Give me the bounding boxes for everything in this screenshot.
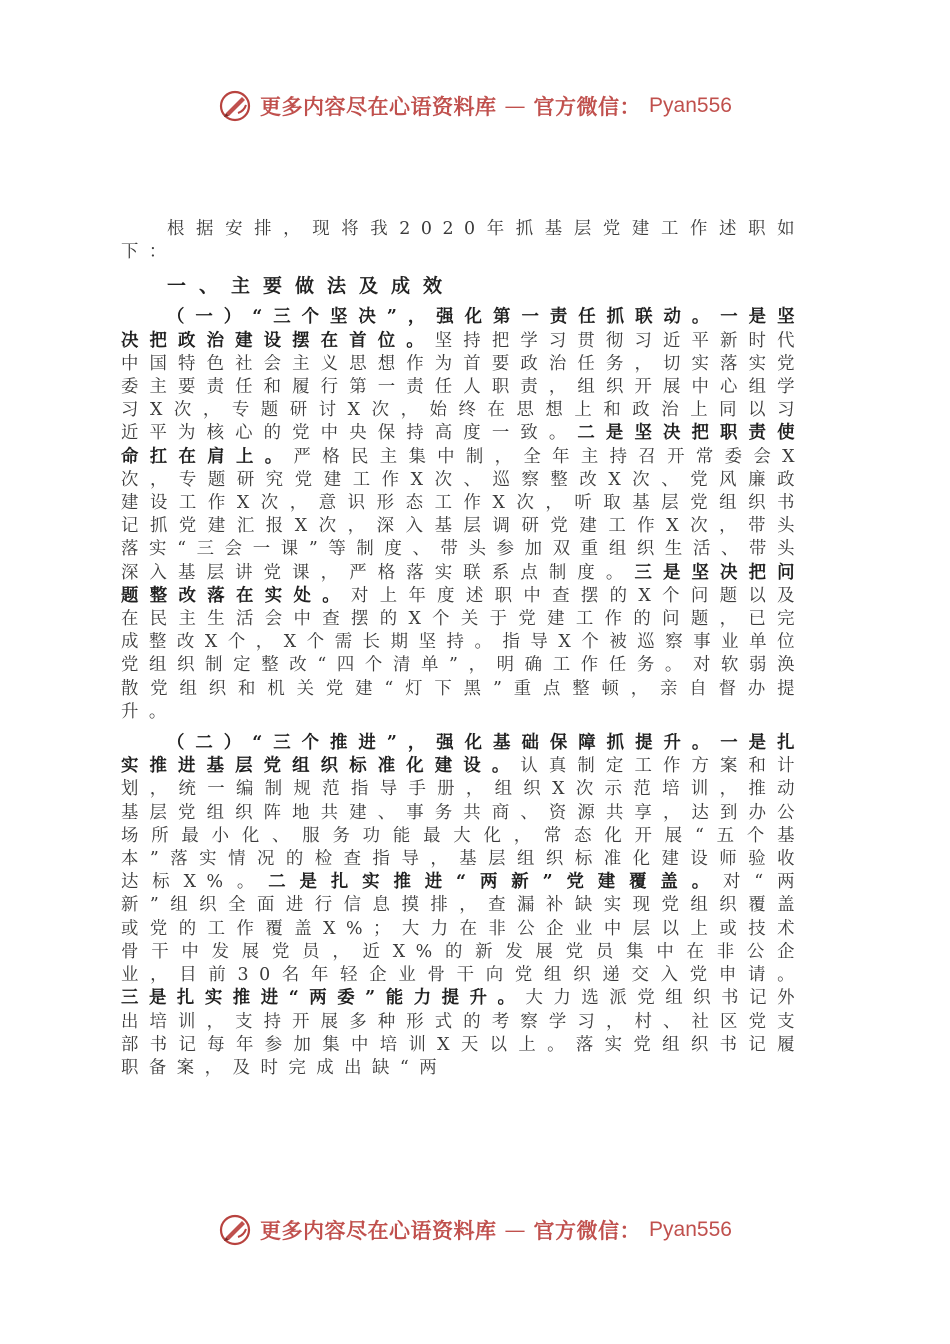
point-3-title: 三是坚决把问题整改落在实处。 bbox=[121, 562, 805, 606]
pen-logo-icon bbox=[218, 89, 252, 123]
watermark-id: Pyan556 bbox=[649, 1218, 732, 1241]
watermark-separator: — bbox=[504, 94, 526, 118]
point-4-text: 认真制定工作方案和计划，统一编制规范指导手册，组织X次示范培训，推动基层党组织阵地共建、事务共商、资源共享，达到办公场所最小化、服务功能最大化，常态化开展“五个基本”落实情况的检查指导，基层组织标准化建设师验收达标X%。 bbox=[121, 756, 805, 893]
point-6-text: 大力选派党组织书记外出培训，支持开展多种形式的考察学习，村、社区党支部书记每年参加集中培训X天以上。落实党组织书记履职备案，及时完成出缺“两 bbox=[121, 988, 805, 1078]
watermark-text: 更多内容尽在心语资料库 bbox=[260, 1218, 497, 1243]
watermark-header bbox=[0, 86, 950, 126]
point-2-title: 二是坚决把职责使命扛在肩上。 bbox=[121, 423, 805, 467]
section-heading-1: 一、主要做法及成效 bbox=[167, 275, 456, 298]
pen-logo-icon bbox=[218, 1213, 252, 1247]
paragraph-section-1 bbox=[121, 306, 805, 724]
point-6-title: 三是扎实推进“两委”能力提升。 bbox=[121, 988, 526, 1009]
subsection-title-2: （二）“三个推进”，强化基础保障抓提升。 bbox=[167, 733, 721, 754]
point-1-text: 坚持把学习贯彻习近平新时代中国特色社会主义思想作为首要政治任务，切实落实党委主要责任和履行第一责任人职责，组织开展中心组学习X次，专题研讨X次，始终在思想上和政治上同以习近平为核心的党中央保持高度一致。 bbox=[121, 330, 805, 444]
watermark-id: Pyan556 bbox=[649, 94, 732, 117]
point-3-text: 对上年度述职中查摆的X个问题以及在民主生活会中查摆的X个关于党建工作的问题，已完成整改X个，X个需长期坚持。指导X个被巡察事业单位党组织制定整改“四个清单”，明确工作任务。对软弱涣散党组织和机关党建“灯下黑”重点整顿，亲自督办提升。 bbox=[121, 585, 805, 722]
point-5-text: 对“两新”组织全面进行信息摸排，查漏补缺实现党组织覆盖或党的工作覆盖X%；大力在非公企业中层以上或技术骨干中发展党员，近X%的新发展党员集中在非公企业，目前30名年轻企业骨干向党组织递交入党申请。 bbox=[121, 872, 805, 986]
subsection-title-1: （一）“三个坚决”，强化第一责任抓联动。 bbox=[167, 307, 721, 328]
point-4-title: 一是扎实推进基层党组织标准化建设。 bbox=[121, 733, 805, 777]
watermark-footer bbox=[0, 1210, 950, 1250]
watermark-text: 更多内容尽在心语资料库 bbox=[260, 94, 497, 119]
point-2-text: 严格民主集中制，全年主持召开常委会X次，专题研究党建工作X次、巡察整改X次、党风廉政建设工作X次，意识形态工作X次，听取基层党组织书记抓党建汇报X次，深入基层调研党建工作X次，带头落实“三会一课”等制度、带头参加双重组织生活、带头深入基层讲党课，严格落实联系点制度。 bbox=[121, 446, 805, 583]
paragraph-section-2 bbox=[121, 732, 805, 1080]
document-body bbox=[121, 218, 805, 1080]
watermark-label: 官方微信： bbox=[533, 1218, 642, 1243]
point-5-title: 二是扎实推进“两新”党建覆盖。 bbox=[268, 872, 723, 893]
watermark-label: 官方微信： bbox=[533, 94, 642, 119]
intro-paragraph: 根据安排，现将我2020年抓基层党建工作述职如下： bbox=[121, 219, 805, 263]
point-1-title: 一是坚决把政治建设摆在首位。 bbox=[121, 307, 805, 351]
watermark-separator: — bbox=[504, 1218, 526, 1242]
